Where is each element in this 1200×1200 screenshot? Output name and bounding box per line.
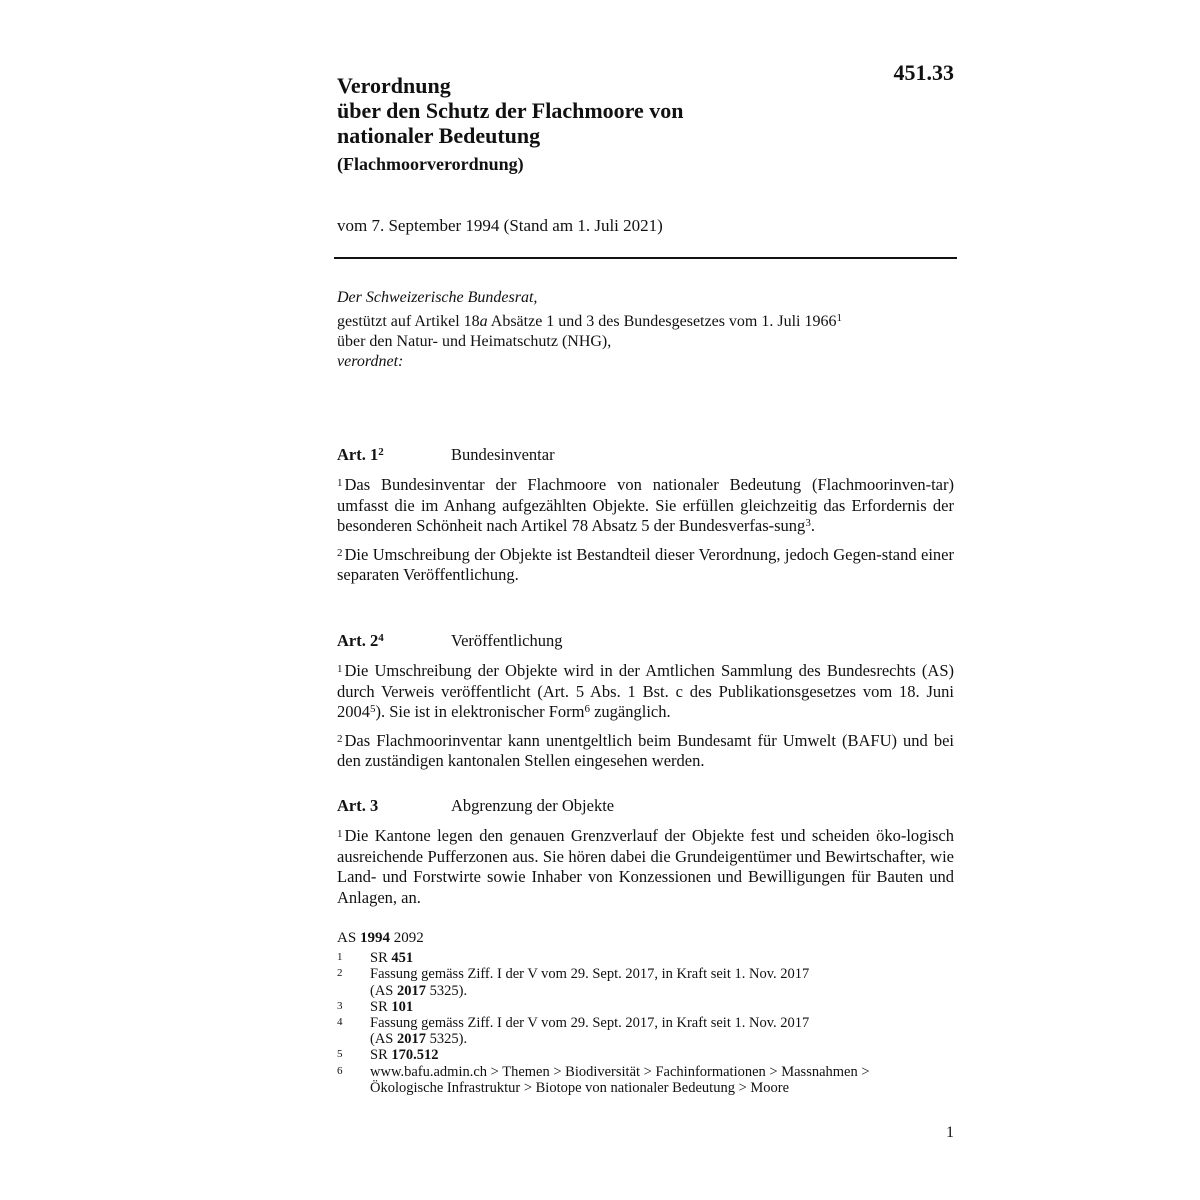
paragraph-text: Das Flachmoorinventar kann unentgeltlich beim Bundesamt für Umwelt (BAFU) und bei den zuständigen kantonalen Stellen eingesehen werden. [337,730,954,770]
paragraph-number: 1 [337,663,343,675]
paragraph-end: . [810,516,815,535]
footnote-number: 4 [337,1016,343,1029]
legal-basis-letter: a [479,313,488,330]
legal-basis-text: gestützt auf Artikel 18 [337,313,480,330]
article-number: Art. $2^4$ [337,631,384,650]
paragraph-2 [337,543,954,586]
article-heading [337,443,954,467]
paragraph-text-3: zugänglich. [589,702,671,721]
article-2 [337,629,954,772]
footnote-2: 2 Fassung gemäss Ziff. I der V vom 29. Sept. 2017, in Kraft seit 1. Nov. 2017 (AS 2017 5325). [337,966,810,999]
paragraph-text: Die Umschreibung der Objekte ist Bestandteil dieser Verordnung, jedoch Gegen-stand einer separaten Veröffentlichung. [337,544,954,584]
footnote-6: 6 www.bafu.admin.ch > Themen > Biodiversität > Fachinformationen > Massnahmen > Ökologische Infrastruktur > Biotope von nationaler Bedeutung > Moore [337,1063,870,1096]
preamble [337,288,957,372]
header-divider [334,257,957,259]
legal-basis-line-2: über den Natur- und Heimatschutz (NHG), [337,333,612,350]
paragraph-text: Die Kantone legen den genauen Grenzverlauf der Objekte fest und scheiden öko-logisch ausreichende Pufferzonen aus. Sie hören dabei die Grundeigentümer und Bewirtschafter, wie Land- und Forstwirte sowie Inhaber von Konzessionen und Bewilligungen für Bauten und Anlagen, an. [337,826,954,907]
paragraph-number: 1 [337,477,343,489]
legal-basis [337,312,957,332]
enactment-clause: verordnet: [337,353,404,370]
footnote-number: 5 [337,1048,343,1061]
footnote-ref-3[interactable]: 3 [805,517,811,529]
article-number: Art. $1^2$ [337,445,384,464]
footnote-1: 1 SR 451 [337,950,414,967]
legal-basis-text-2: Absätze 1 und 3 des Bundesgesetzes vom 1. Juli 1966 [487,313,837,330]
paragraph-1 [337,824,954,908]
paragraph-text: Das Bundesinventar der Flachmoore von nationaler Bedeutung (Flachmoorinven-tar) umfasst die im Anhang aufgezählten Objekte. Sie erfüllen gleichzeitig das Erfordernis der besonderen Schönheit nach Artikel 78 Absatz 5 der Bundesverfas-sung [337,475,954,535]
article-1 [337,443,954,586]
footnote-number: 1 [337,951,343,964]
short-title: (Flachmoorverordnung) [337,154,524,174]
paragraph-2 [337,729,954,772]
title-line-1: Verordnung [337,73,451,98]
paragraph-text-2: ). Sie ist in elektronischer Form [375,702,585,721]
article-3 [337,794,954,908]
paragraph-number: 2 [337,546,343,559]
issuer: Der Schweizerische Bundesrat, [337,289,538,306]
page-number: 1 [946,1124,954,1141]
footnote-ref-5[interactable]: 5 [370,703,376,715]
footnote-4: 4 Fassung gemäss Ziff. I der V vom 29. Sept. 2017, in Kraft seit 1. Nov. 2017 (AS 2017 5325). [337,1015,810,1048]
title-line-2: über den Schutz der Flachmoore von [337,98,684,123]
bafu-link[interactable]: www.bafu.admin.ch > Themen > Biodiversität > Fachinformationen > Massnahmen > [370,1063,870,1080]
article-heading [337,794,954,818]
footnotes [337,930,954,1096]
article-title: Bundesinventar [451,445,555,464]
paragraph-text: Die Umschreibung der Objekte wird in der Amtlichen Sammlung des Bundesrechts (AS) durch Verweis veröffentlicht (Art. 5 Abs. 1 Bst. c des Publikationsgesetzes vom 18. Juni 2004 [337,661,954,721]
article-heading [337,629,954,653]
footnote-ref-2[interactable]: 2 [378,446,384,458]
paragraph-1 [337,659,954,723]
title-line-3: nationaler Bedeutung [337,123,541,148]
paragraph-1 [337,473,954,537]
footnote-number: 2 [337,967,343,980]
footnote-3: 3 SR 101 [337,998,414,1015]
article-number: Art. 3 [337,796,379,815]
footnote-ref-6[interactable]: 6 [584,703,590,715]
footnote-ref-1[interactable]: 1 [836,312,842,324]
footnote-5: 5 SR 170.512 [337,1047,439,1064]
footnote-ref-4[interactable]: 4 [378,632,384,644]
paragraph-number: 2 [337,732,343,745]
article-title: Abgrenzung der Objekte [451,796,615,815]
footnote-number: 3 [337,999,343,1012]
article-title: Veröffentlichung [451,631,563,650]
paragraph-number: 1 [337,828,343,840]
footnote-number: 6 [337,1064,343,1077]
date-line: vom 7. September 1994 (Stand am 1. Juli 2021) [337,216,663,235]
sr-number: 451.33 [893,60,954,85]
as-reference: AS 1994 2092 [337,930,424,946]
title-block [337,73,857,176]
